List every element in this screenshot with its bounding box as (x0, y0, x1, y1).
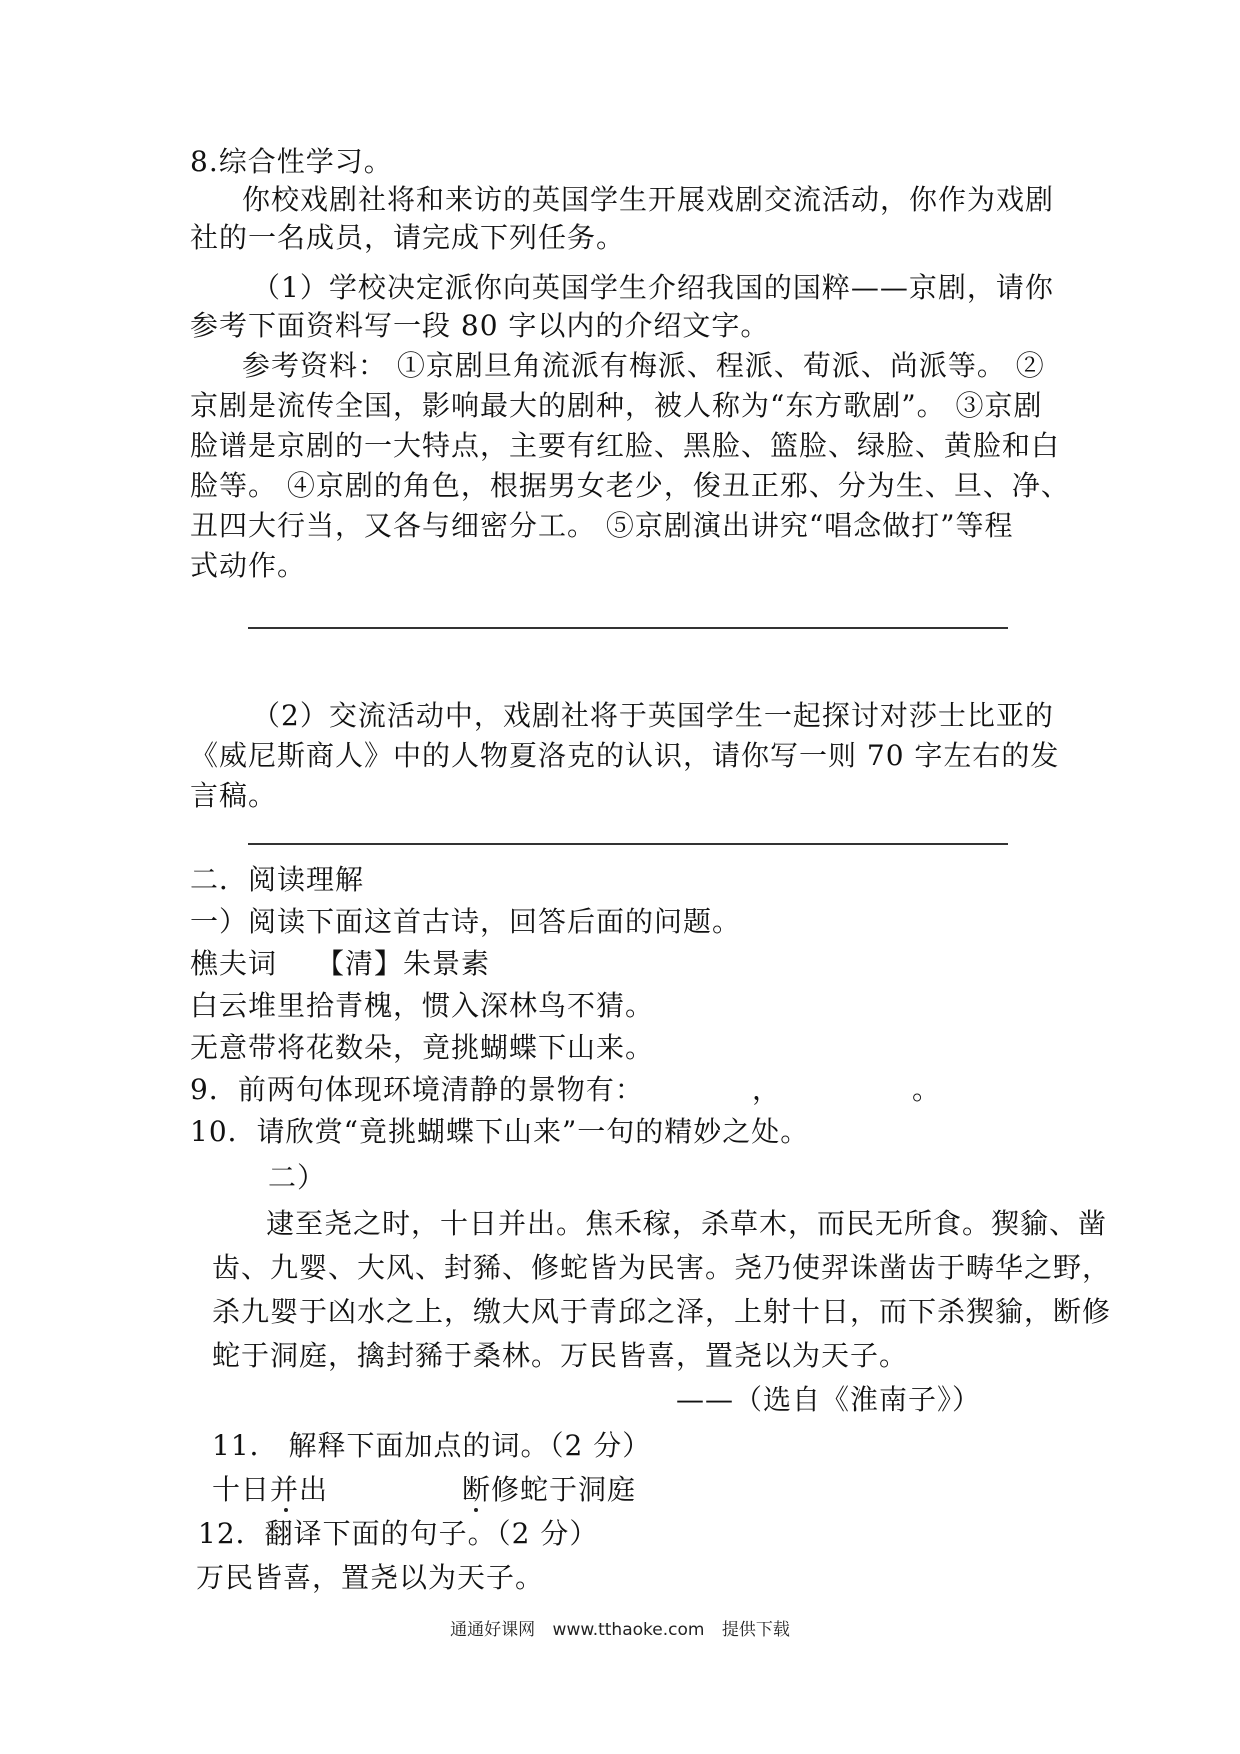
q8-reference-line-1: 参考资料： ①京剧旦角流派有梅派、程派、荀派、尚派等。 ② (242, 349, 1045, 382)
q9-comma: ， (752, 1073, 782, 1106)
passage-line-1: 逮至尧之时，十日并出。焦禾稼，杀草木，而民无所食。猰貐、凿 (266, 1207, 1108, 1240)
poem-line-1: 白云堆里拾青槐，惯入深林鸟不猜。 (190, 989, 655, 1022)
q10-text: 10．请欣赏“竟挑蝴蝶下山来”一句的精妙之处。 (190, 1115, 810, 1148)
answer-line-1 (248, 627, 1008, 629)
q8-task1-line-1: （1）学校决定派你向英国学生介绍我国的国粹——京剧，请你 (252, 271, 1054, 304)
footer-suffix: 提供下载 (721, 1620, 790, 1640)
q9-text: 9．前两句体现环境清静的景物有： (190, 1073, 644, 1106)
passage-source: ——（选自《淮南子》） (676, 1383, 982, 1416)
part2-title: 二） (268, 1161, 327, 1194)
q9-period: 。 (912, 1073, 942, 1106)
emphasis-dot-duan (474, 1508, 478, 1512)
passage-line-2: 齿、九婴、大风、封豨、修蛇皆为民害。尧乃使羿诛凿齿于畴华之野， (212, 1251, 1112, 1284)
q8-reference-line-5: 丑四大行当，又各与细密分工。 ⑤京剧演出讲究“唱念做打”等程 (190, 509, 1014, 542)
q8-reference-line-2: 京剧是流传全国，影响最大的剧种，被人称为“东方歌剧”。 ③京剧 (190, 389, 1043, 422)
poem-line-2: 无意带将花数朵，竟挑蝴蝶下山来。 (190, 1031, 655, 1064)
q8-intro-line-1: 你校戏剧社将和来访的英国学生开展戏剧交流活动，你作为戏剧 (242, 183, 1055, 216)
footer-url[interactable]: www.tthaoke.com (552, 1620, 705, 1640)
part1-title: 一）阅读下面这首古诗，回答后面的问题。 (190, 905, 742, 938)
q11-text: 11． 解释下面加点的词。（2 分） (212, 1429, 652, 1462)
section2-title: 二．阅读理解 (190, 863, 365, 896)
answer-line-2 (248, 843, 1008, 845)
emphasis-dot-bing (284, 1508, 288, 1512)
q8-task2-line-2: 《威尼斯商人》中的人物夏洛克的认识，请你写一则 70 字左右的发 (190, 739, 1060, 772)
q11-item-1: 十日并出 (212, 1473, 329, 1506)
q8-reference-line-6: 式动作。 (190, 549, 307, 582)
passage-line-4: 蛇于洞庭，擒封豨于桑林。万民皆喜，置尧以为天子。 (212, 1339, 909, 1372)
q8-task2-line-3: 言稿。 (190, 779, 278, 812)
q8-reference-line-3: 脸谱是京剧的一大特点，主要有红脸、黑脸、篮脸、绿脸、黄脸和白 (190, 429, 1061, 462)
poem-title: 樵夫词 (190, 947, 278, 980)
q8-reference-line-4: 脸等。 ④京剧的角色，根据男女老少，俊丑正邪、分为生、旦、净、 (190, 469, 1070, 502)
footer-site-name: 通通好课网 (450, 1620, 536, 1640)
q12-text: 12．翻译下面的句子。（2 分） (198, 1517, 599, 1550)
q11-item-2: 断修蛇于洞庭 (462, 1473, 637, 1506)
poem-author: 【清】朱景素 (316, 947, 491, 980)
q8-task1-line-2: 参考下面资料写一段 80 字以内的介绍文字。 (190, 309, 770, 342)
q12-sentence: 万民皆喜，置尧以为天子。 (196, 1561, 545, 1594)
q8-task2-line-1: （2）交流活动中，戏剧社将于英国学生一起探讨对莎士比亚的 (252, 699, 1054, 732)
q8-title: 8.综合性学习。 (190, 145, 393, 178)
passage-line-3: 杀九婴于凶水之上，缴大风于青邱之泽，上射十日，而下杀猰貐，断修 (212, 1295, 1112, 1328)
q8-intro-line-2: 社的一名成员，请完成下列任务。 (190, 221, 626, 254)
page-footer (0, 1618, 1240, 1642)
